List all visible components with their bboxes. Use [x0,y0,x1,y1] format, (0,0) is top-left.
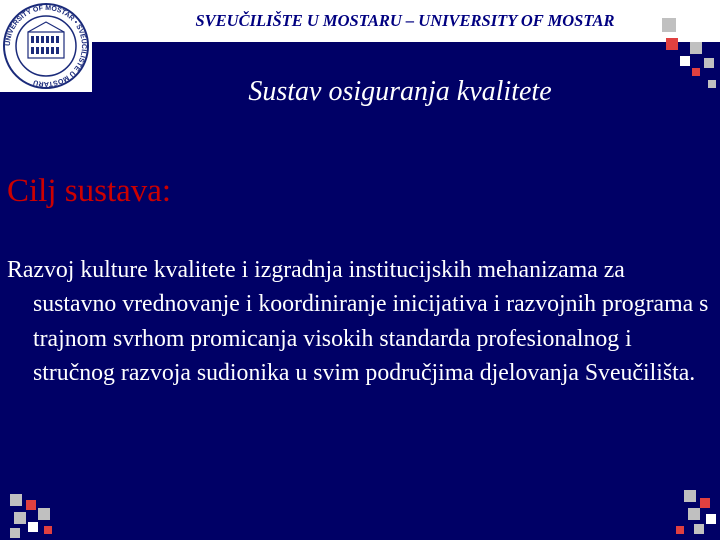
bottom-left-squares-icon [10,494,52,538]
bottom-right-squares-icon [676,490,716,534]
seal-ring-text: UNIVERSITY OF MOSTAR • SVEUČILIŠTE U MOSTARU [4,4,88,88]
slide-subtitle: Sustav osiguranja kvalitete [248,76,552,107]
university-name: SVEUČILIŠTE U MOSTARU – UNIVERSITY OF MOSTAR [195,11,615,30]
seal-graphic [2,2,90,90]
slide-heading: Cilj sustava: [7,173,172,209]
slide-body-text: Razvoj kulture kvalitete i izgradnja institucijskih mehanizama za sustavno vrednovanje i koordiniranje inicijativa i razvojnih programa s trajnom svrhom promicanja visokih standarda profesionalnog i stručnog razvoja sudionika u svim područjima djelovanja Sveučilišta. [7,257,709,386]
university-seal-logo [0,0,92,92]
